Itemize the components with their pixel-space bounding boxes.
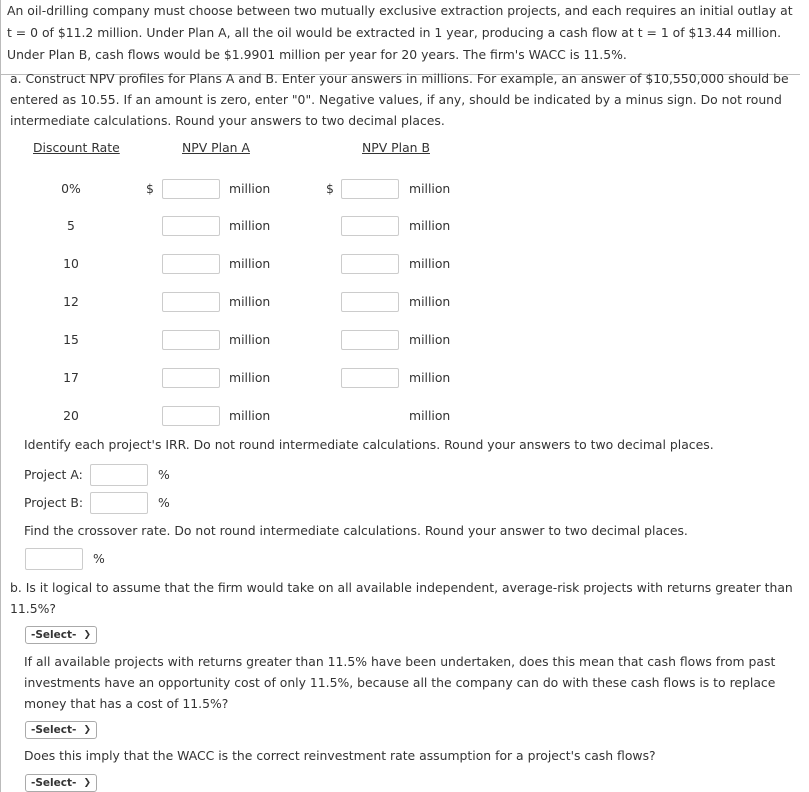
unit-label: million	[229, 408, 271, 423]
unit-label: million	[229, 256, 271, 271]
unit-label: million	[409, 256, 451, 271]
discount-rate: 20	[63, 408, 79, 423]
npv-b-input[interactable]	[341, 254, 399, 274]
select-dropdown-3[interactable]: -Select- ❯	[25, 774, 97, 792]
dollar-sign: $	[326, 181, 334, 196]
unit-label: million	[409, 181, 451, 196]
col-header-npv-a: NPV Plan A	[182, 140, 250, 155]
chevron-down-icon: ❯	[83, 725, 91, 735]
col-header-npv-b: NPV Plan B	[362, 140, 430, 155]
npv-b-input[interactable]	[341, 330, 399, 350]
npv-a-input[interactable]	[162, 406, 220, 426]
unit-label: million	[409, 370, 451, 385]
project-a-label: Project A:	[24, 467, 83, 482]
select-dropdown-2[interactable]: -Select- ❯	[25, 721, 97, 739]
unit-label: million	[409, 294, 451, 309]
npv-row	[0, 328, 809, 352]
problem-intro	[0, 0, 800, 75]
left-border	[0, 66, 1, 792]
irr-b-input[interactable]	[90, 492, 148, 514]
discount-rate: 12	[63, 294, 79, 309]
part-b-question-3: Does this imply that the WACC is the correct reinvestment rate assumption for a project's cash flows?	[24, 748, 656, 763]
npv-a-input[interactable]	[162, 254, 220, 274]
npv-b-input[interactable]	[341, 292, 399, 312]
npv-a-input[interactable]	[162, 216, 220, 236]
npv-a-input[interactable]	[162, 292, 220, 312]
intro-text: An oil-drilling company must choose between two mutually exclusive extraction projects, and each requires an initial outlay at t = 0 of $11.2 million. Under Plan A, all the oil would be extracted in 1 year, producing a cash flow at t = 1 of $13.44 million. Under Plan B, cash flows would be $1.9901 million per year for 20 years. The firm's WACC is 11.5%.	[7, 3, 793, 62]
chevron-down-icon: ❯	[83, 778, 91, 788]
unit-label: million	[409, 332, 451, 347]
npv-row	[0, 290, 809, 314]
unit-label: million	[229, 218, 271, 233]
irr-a-input[interactable]	[90, 464, 148, 486]
select-dropdown-1[interactable]: -Select- ❯	[25, 626, 97, 644]
unit-label: million	[229, 181, 271, 196]
npv-b-input[interactable]	[341, 216, 399, 236]
npv-row	[0, 252, 809, 276]
percent-sign: %	[158, 495, 170, 510]
part-b-question-1: b. Is it logical to assume that the firm would take on all available independent, average-risk projects with returns greater than 11.5%?	[10, 580, 793, 616]
project-b-label: Project B:	[24, 495, 84, 510]
crossover-input[interactable]	[25, 548, 83, 570]
npv-a-input[interactable]	[162, 368, 220, 388]
discount-rate: 17	[63, 370, 79, 385]
irr-instructions: Identify each project's IRR. Do not round intermediate calculations. Round your answers to two decimal places.	[24, 437, 714, 452]
npv-b-input[interactable]	[341, 368, 399, 388]
discount-rate: 10	[63, 256, 79, 271]
npv-row	[0, 214, 809, 238]
unit-label: million	[229, 294, 271, 309]
unit-label: million	[409, 218, 451, 233]
unit-label: million	[229, 332, 271, 347]
discount-rate: 15	[63, 332, 79, 347]
crossover-instructions: Find the crossover rate. Do not round intermediate calculations. Round your answer to two decimal places.	[24, 523, 688, 538]
percent-sign: %	[158, 467, 170, 482]
npv-row	[0, 404, 809, 428]
npv-a-input[interactable]	[162, 179, 220, 199]
chevron-down-icon: ❯	[83, 630, 91, 640]
discount-rate: 0%	[61, 181, 81, 196]
unit-label: million	[409, 408, 451, 423]
discount-rate: 5	[67, 218, 75, 233]
npv-b-input[interactable]	[341, 179, 399, 199]
part-a-instructions: a. Construct NPV profiles for Plans A and B. Enter your answers in millions. For example, an answer of $10,550,000 should be entered as 10.55. If an amount is zero, enter "0". Negative values, if any, should be indicated by a minus sign. Do not round intermediate calculations. Round your answers to two decimal places.	[10, 71, 789, 128]
percent-sign: %	[93, 551, 105, 566]
npv-row	[0, 177, 809, 201]
part-b-question-2: If all available projects with returns greater than 11.5% have been undertaken, does this mean that cash flows from past investments have an opportunity cost of only 11.5%, because all the company can do with these cash flows is to replace money that has a cost of 11.5%?	[24, 654, 776, 711]
npv-row	[0, 366, 809, 390]
unit-label: million	[229, 370, 271, 385]
npv-a-input[interactable]	[162, 330, 220, 350]
dollar-sign: $	[146, 181, 154, 196]
col-header-discount-rate: Discount Rate	[33, 140, 120, 155]
